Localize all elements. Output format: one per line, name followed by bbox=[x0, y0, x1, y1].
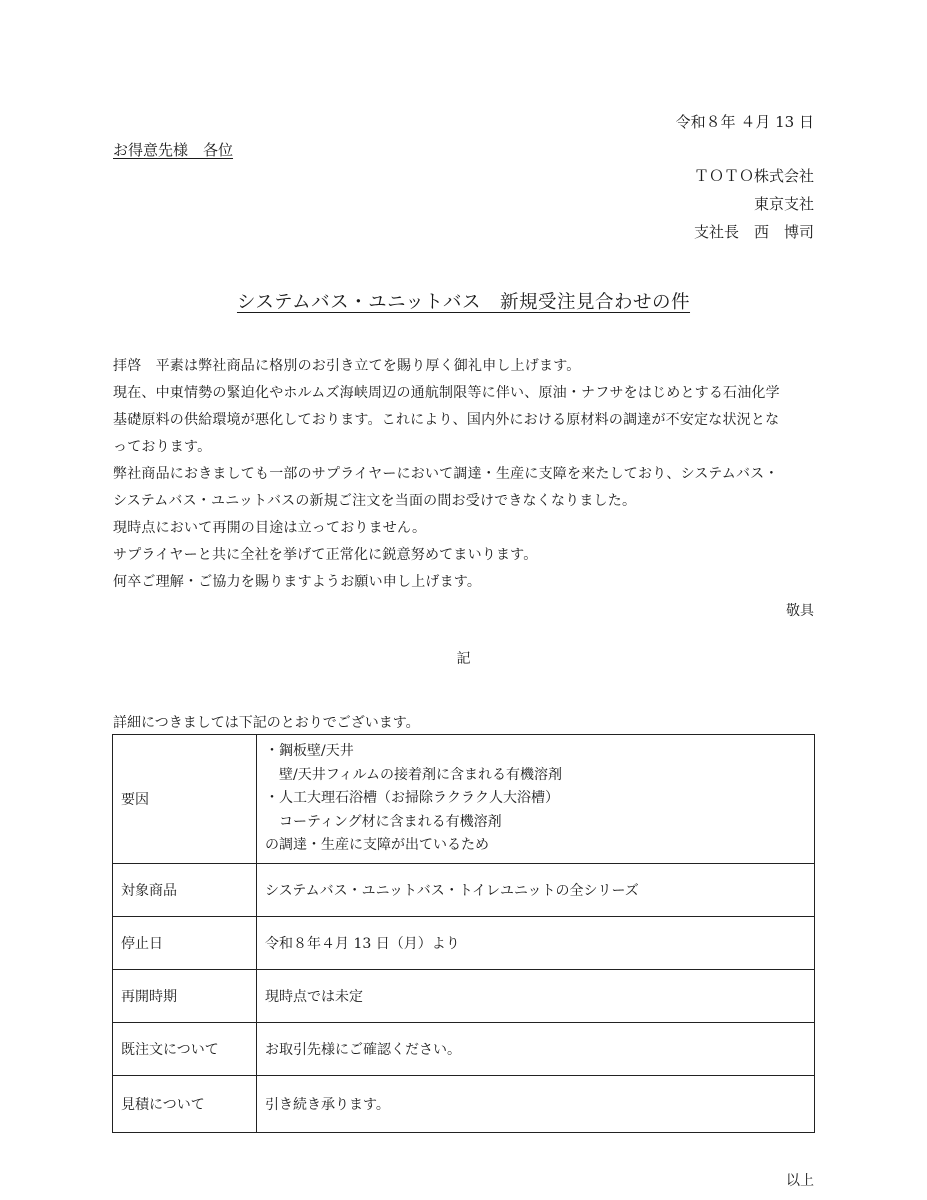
cause-line: ・鋼板壁/天井 bbox=[265, 743, 354, 760]
row-label: 要因 bbox=[113, 735, 257, 864]
body-line: 基礎原料の供給環境が悪化しております。これにより、国内外における原材料の調達が不安定な状況とな bbox=[113, 412, 780, 428]
row-value: 引き続き承ります。 bbox=[257, 1076, 815, 1133]
cause-cell bbox=[257, 735, 815, 864]
row-label: 停止日 bbox=[113, 917, 257, 970]
details-table bbox=[112, 734, 815, 1133]
company-name: ＴＯＴＯ株式会社 bbox=[693, 167, 814, 185]
row-label: 見積について bbox=[113, 1076, 257, 1133]
details-intro: 詳細につきましては下記のとおりでございます。 bbox=[113, 715, 420, 731]
table-row bbox=[113, 1076, 815, 1133]
table-row bbox=[113, 1023, 815, 1076]
recipient-line: お得意先様 各位 bbox=[113, 141, 234, 159]
cause-line: ・人工大理石浴槽（お掃除ラクラク人大浴槽） bbox=[265, 790, 559, 807]
table-row bbox=[113, 970, 815, 1023]
document-title: システムバス・ユニットバス 新規受注見合わせの件 bbox=[236, 292, 691, 313]
body-line: サプライヤーと共に全社を挙げて正常化に鋭意努めてまいります。 bbox=[113, 547, 538, 563]
table-row bbox=[113, 864, 815, 917]
body-line: 何卒ご理解・ご協力を賜りますようお願い申し上げます。 bbox=[113, 574, 482, 590]
ki-heading: 記 bbox=[456, 651, 471, 667]
row-label: 既注文について bbox=[113, 1023, 257, 1076]
signer-name: 支社長 西 博司 bbox=[693, 223, 814, 241]
row-value: システムバス・ユニットバス・トイレユニットの全シリーズ bbox=[257, 864, 815, 917]
row-value: 現時点では未定 bbox=[257, 970, 815, 1023]
body-line: 拝啓 平素は弊社商品に格別のお引き立てを賜り厚く御礼申し上げます。 bbox=[113, 358, 581, 374]
table-row bbox=[113, 735, 815, 864]
cause-line: の調達・生産に支障が出ているため bbox=[265, 837, 489, 854]
branch-name: 東京支社 bbox=[753, 195, 814, 213]
body-line: 弊社商品におきましても一部のサプライヤーにおいて調達・生産に支障を来たしており、システムバス・ bbox=[113, 466, 779, 482]
body-line: 現在、中東情勢の緊迫化やホルムズ海峡周辺の通航制限等に伴い、原油・ナフサをはじめとする石油化学 bbox=[113, 385, 780, 401]
ending-ijou: 以上 bbox=[786, 1173, 814, 1189]
cause-line: 壁/天井フィルムの接着剤に含まれる有機溶剤 bbox=[279, 766, 563, 783]
body-line: システムバス・ユニットバスの新規ご注文を当面の間お受けできなくなりました。 bbox=[113, 493, 637, 509]
document-date: 令和８年 ４月 13 日 bbox=[675, 113, 814, 131]
row-label: 対象商品 bbox=[113, 864, 257, 917]
body-line: っております。 bbox=[113, 439, 212, 455]
table-row bbox=[113, 917, 815, 970]
closing-keigu: 敬具 bbox=[786, 603, 814, 619]
row-value: 令和８年４月 13 日（月）より bbox=[257, 917, 815, 970]
row-value: お取引先様にご確認ください。 bbox=[257, 1023, 815, 1076]
body-line: 現時点において再開の目途は立っておりません。 bbox=[113, 520, 427, 536]
cause-line: コーティング材に含まれる有機溶剤 bbox=[279, 813, 502, 830]
row-label: 再開時期 bbox=[113, 970, 257, 1023]
